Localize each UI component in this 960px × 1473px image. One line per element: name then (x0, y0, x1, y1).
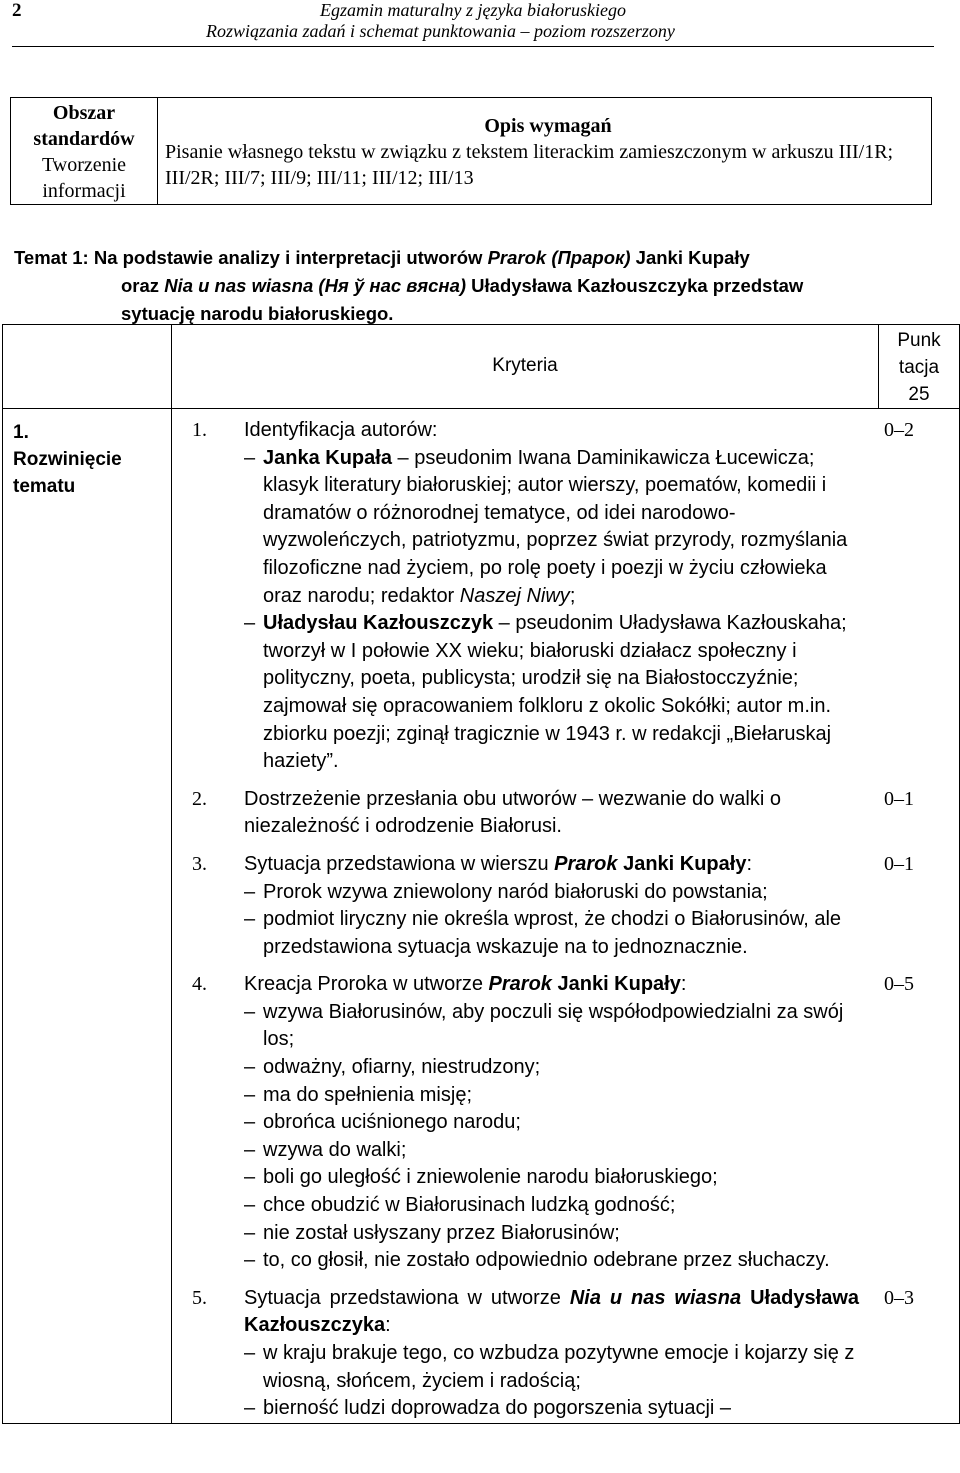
area-value: Tworzenie informacji (41, 154, 127, 202)
criterion-item-5 (192, 1285, 914, 1423)
dash-text: nie został usłyszany przez Białorusinów; (263, 1221, 620, 1244)
dash-text: w kraju brakuje tego, co wzbudza pozytywne emocje i kojarzy się z wiosną, słońcem, życiem i radością; (263, 1342, 855, 1392)
criterion-dash (244, 1164, 859, 1192)
row-label-line2: tematu (13, 476, 76, 497)
work-title: Nia u nas wiasna (569, 1286, 742, 1309)
criterion-dash (244, 1137, 859, 1165)
dash-mark: – (244, 908, 256, 931)
dash-mark: – (244, 1221, 256, 1244)
standards-requirements-cell (158, 98, 932, 205)
dash-text (263, 445, 859, 611)
author-name: Janki Kupały (551, 973, 681, 996)
criterion-points: 0–3 (884, 1286, 914, 1309)
dash-mark: – (244, 1249, 256, 1272)
dash-text: wzywa do walki; (263, 1138, 407, 1161)
requirements-text: Pisanie własnego tekstu w związku z tekstem literackim zamieszczonym w arkuszu III/1R; III/2R; III/7; III/9; III/11; III/12; III/13 (165, 141, 894, 189)
topic-author-1: Janki Kupały (630, 247, 750, 268)
criterion-dash (244, 610, 859, 776)
header-rule (12, 46, 934, 47)
criterion-dash (244, 1220, 859, 1248)
criterion-number: 1. (192, 419, 207, 441)
title-text: Kreacja Proroka w utworze (244, 973, 489, 996)
dash-text: odważny, ofiarny, niestrudzony; (263, 1056, 541, 1079)
dash-text (263, 610, 859, 776)
criterion-dash (244, 1054, 859, 1082)
dash-text: boli go uległość i zniewolenie narodu białoruskiego; (263, 1166, 718, 1189)
dash-mark: – (244, 880, 256, 903)
criterion-text (244, 971, 859, 1275)
criteria-body (172, 409, 960, 1424)
title-text: Sytuacja przedstawiona w utworze (244, 1286, 570, 1309)
criterion-points: 0–5 (884, 973, 914, 996)
criterion-number: 5. (192, 1286, 207, 1309)
criterion-points: 0–1 (884, 787, 914, 810)
dash-mark: – (244, 1342, 256, 1364)
criterion-item-4 (192, 971, 914, 1275)
criterion-dash (244, 1247, 859, 1275)
criterion-dash (244, 879, 859, 907)
standards-area-cell (11, 98, 158, 205)
topic-author-2: Uładysława Kazłouszczyka przedstaw (466, 275, 804, 296)
criterion-item-2 (192, 786, 914, 841)
dash-text: ma do spełnienia misję; (263, 1083, 472, 1106)
topic-prefix: Temat 1: Na podstawie analizy i interpretacji utworów (14, 247, 488, 268)
criterion-title (244, 851, 859, 879)
dash-text: obrońca uciśnionego narodu; (263, 1111, 521, 1134)
criterion-number: 3. (192, 852, 207, 875)
criterion-dash (244, 1340, 859, 1395)
criterion-points: 0–2 (884, 419, 914, 441)
header-title: Egzamin maturalny z języka białoruskiego (320, 0, 626, 20)
criterion-dash (244, 1082, 859, 1110)
criterion-dash (244, 999, 859, 1054)
criterion-title: Identyfikacja autorów: (244, 419, 438, 441)
dash-mark: – (244, 1111, 256, 1134)
criteria-header: Kryteria (172, 325, 879, 409)
requirements-label: Opis wymagań (484, 115, 612, 137)
page-number: 2 (12, 0, 22, 21)
criterion-dash (244, 1109, 859, 1137)
dash-mark: – (244, 1397, 256, 1420)
points-total: 25 (908, 384, 930, 405)
criterion-dash (244, 1192, 859, 1220)
dash-mark: – (244, 1000, 256, 1023)
criterion-number: 4. (192, 973, 207, 996)
criteria-table (2, 324, 960, 1424)
dash-mark: – (244, 1083, 256, 1106)
row-label-line1: Rozwinięcie (13, 449, 122, 470)
empty-head-cell (3, 325, 172, 409)
punctuation: : (680, 973, 687, 996)
criterion-text (244, 417, 859, 776)
criterion-points: 0–1 (884, 852, 914, 875)
criterion-number: 2. (192, 787, 207, 810)
criterion-item-1 (192, 417, 914, 776)
author-name: Uładysława Kazłouszczyka (244, 1286, 860, 1337)
dash-text: bierność ludzi doprowadza do pogorszenia sytuacji – (263, 1397, 732, 1420)
standards-table (10, 97, 932, 205)
dash-mark: – (244, 1056, 256, 1079)
criterion-text (244, 851, 859, 961)
topic-work-1: Prarok (Прарок) (487, 247, 631, 268)
journal-title: Naszej Niwy (459, 584, 570, 607)
dash-mark: – (244, 1138, 256, 1161)
work-title: Prarok (488, 973, 552, 996)
criterion-title (244, 971, 859, 999)
dash-mark: – (244, 1166, 256, 1189)
dash-text: Prorok wzywa zniewolony naród białoruski do powstania; (263, 880, 768, 903)
author-name: Janka Kupała (263, 446, 392, 469)
row-label-cell (3, 409, 172, 1424)
dash-mark: – (244, 446, 256, 469)
dash-text: to, co głosił, nie zostało odpowiednio odebrane przez słuchaczy. (263, 1249, 830, 1272)
author-name: Janki Kupały (617, 852, 747, 875)
punctuation: : (746, 852, 753, 875)
area-label: Obszar standardów (33, 102, 135, 150)
topic-work-2: Nia u nas wiasna (Ня ў нас вясна) (164, 275, 467, 296)
author-bio: – pseudonim Uładysława Kazłouskaha; tworzył w I połowie XX wieku; białoruski działacz społeczny i polityczny, poeta, publicysta; urodził się na Białostocczyźnie; zajmował się opracowaniem folkloru z okolic Sokółki; autor m.in. zbiorku poezji; zginął tragicznie w 1943 r. w redakcji „Biełaruskaj haziety”. (263, 612, 847, 773)
dash-text: wzywa Białorusinów, aby poczuli się współodpowiedzialni za swój los; (263, 1000, 844, 1051)
punctuation: : (385, 1314, 391, 1337)
criterion-text (244, 1285, 859, 1423)
criterion-dash (244, 906, 859, 961)
points-header-line2: tacja (898, 357, 940, 378)
author-bio: – pseudonim Iwana Daminikawicza Łucewicza; klasyk literatury białoruskiej; autor wierszy, poematów, komedii i dramatów o różnorodnej tematyce, od idei narodowo-wyzwoleńczych, patriotyzmu, poprzez świat przyrody, rozmyślania filozoficzne nad życiem, po rolę poety i poezji w życiu człowieka oraz narodu; redaktor (263, 446, 848, 607)
row-label-number: 1. (13, 422, 29, 443)
points-header-line1: Punk (897, 330, 941, 351)
topic-end: sytuację narodu białoruskiego. (121, 303, 394, 324)
criterion-item-3 (192, 851, 914, 961)
points-header (879, 325, 960, 409)
topic-heading (14, 244, 934, 328)
work-title: Prarok (554, 852, 618, 875)
dash-text: chce obudzić w Białorusinach ludzką godność; (263, 1194, 676, 1217)
punctuation: ; (569, 584, 576, 607)
criterion-dash (244, 445, 859, 611)
header-subtitle: Rozwiązania zadań i schemat punktowania – poziom rozszerzony (206, 21, 675, 41)
criterion-title: Dostrzeżenie przesłania obu utworów – wezwanie do walki o niezależność i odrodzenie Białorusi. (244, 787, 781, 838)
criterion-title (244, 1285, 859, 1340)
criterion-dash (244, 1395, 859, 1423)
dash-mark: – (244, 612, 256, 635)
criterion-text (244, 786, 859, 841)
author-name: Uładysłau Kazłouszczyk (263, 612, 494, 635)
dash-mark: – (244, 1194, 256, 1217)
dash-text: podmiot liryczny nie określa wprost, że chodzi o Białorusinów, ale przedstawiona sytuacja wskazuje na to jednoznacznie. (263, 908, 842, 958)
topic-conj: oraz (121, 275, 165, 296)
title-text: Sytuacja przedstawiona w wierszu (244, 852, 555, 875)
